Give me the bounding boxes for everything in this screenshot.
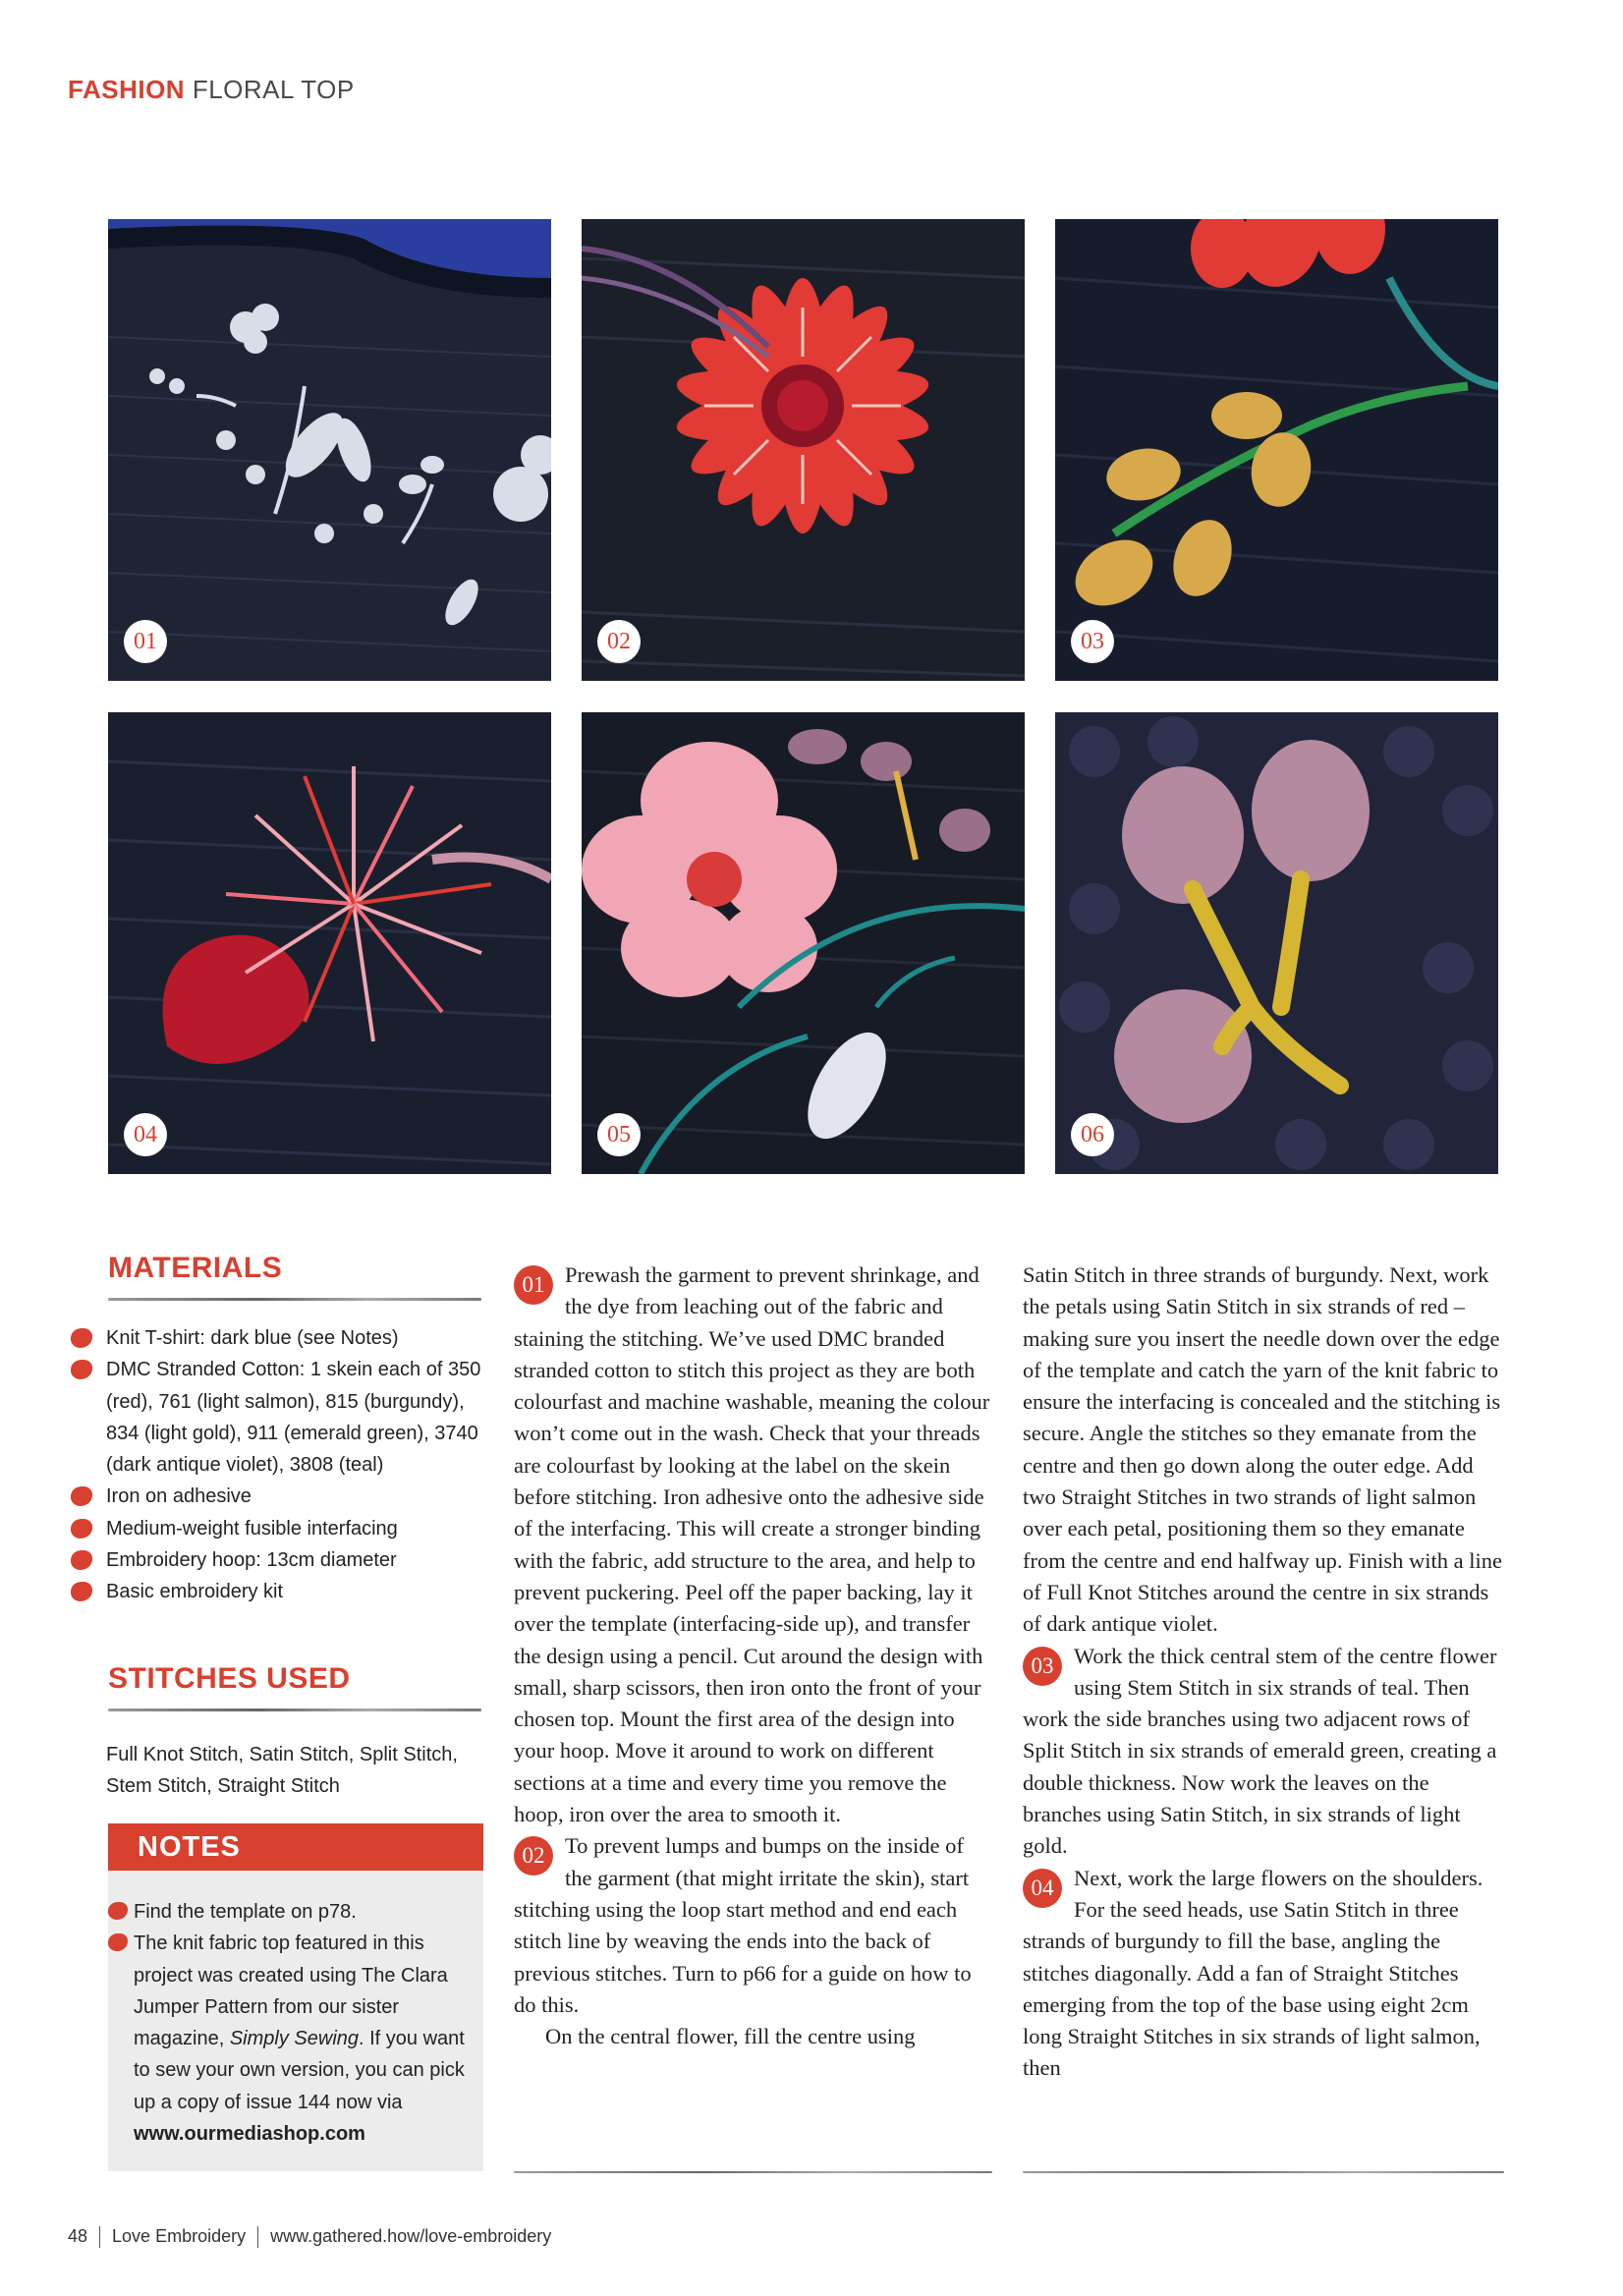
photo-02-image <box>582 219 1025 681</box>
magazine-name: Love Embroidery <box>112 2226 247 2246</box>
stitches-heading: STITCHES USED <box>108 1662 351 1695</box>
step-number-03: 03 <box>1023 1647 1062 1686</box>
photo-06-image <box>1055 712 1498 1174</box>
section-kicker <box>68 75 355 105</box>
page-title: FLORAL TOP <box>192 75 355 104</box>
photo-05-image <box>582 712 1025 1174</box>
page-number: 48 <box>68 2226 88 2246</box>
stitches-rule <box>108 1708 481 1711</box>
step-02-continued: On the central flower, fill the centre using <box>545 2024 916 2049</box>
materials-list <box>106 1322 489 1608</box>
bullet-icon <box>71 1550 92 1570</box>
materials-item: Iron on adhesive <box>106 1481 489 1512</box>
bullet-icon <box>71 1328 92 1348</box>
column-2-rule <box>514 2171 992 2173</box>
photo-01-badge: 01 <box>124 620 167 663</box>
section-label: FASHION <box>68 75 186 104</box>
bullet-icon <box>71 1486 92 1506</box>
photo-06 <box>1055 712 1498 1174</box>
materials-item: Embroidery hoop: 13cm diameter <box>106 1544 489 1576</box>
bullet-icon <box>71 1360 92 1379</box>
note-item: Find the template on p78. <box>134 1896 468 1928</box>
photo-02-badge: 02 <box>597 620 641 663</box>
step-number-01: 01 <box>514 1265 553 1305</box>
materials-heading: MATERIALS <box>108 1252 283 1284</box>
photo-05-badge: 05 <box>597 1113 641 1156</box>
notes-text <box>134 1896 468 2150</box>
photo-06-badge: 06 <box>1071 1113 1114 1156</box>
column-3-rule <box>1023 2171 1504 2173</box>
step-number-02: 02 <box>514 1836 553 1876</box>
notes-heading: NOTES <box>108 1823 483 1871</box>
photo-01 <box>108 219 551 681</box>
photo-05 <box>582 712 1025 1174</box>
photo-04 <box>108 712 551 1174</box>
photo-03-badge: 03 <box>1071 620 1114 663</box>
page-footer <box>68 2226 551 2248</box>
footer-divider <box>99 2226 100 2248</box>
step-02: 02 To prevent lumps and bumps on the inside of the garment (that might irritate the skin), start stitching using the loop start method and end each stitch line by weaving the ends into the back of previous stitches. Turn to p66 for a guide on how to do this. <box>514 1833 972 2017</box>
materials-item: Knit T-shirt: dark blue (see Notes) <box>106 1322 489 1354</box>
step-number-04: 04 <box>1023 1869 1062 1908</box>
materials-item: DMC Stranded Cotton: 1 skein each of 350 (red), 761 (light salmon), 815 (burgundy), 834 (light gold), 911 (emerald green), 3740 (dark antique violet), 3808 (teal) <box>106 1354 489 1481</box>
step-03: 03 Work the thick central stem of the centre flower using Stem Stitch in six strands of teal. Then work the side branches using two adjacent rows of Split Stitch in six strands of emerald green, creating a double thickness. Now work the leaves on the branches using Satin Stitch, in six strands of light gold. <box>1023 1643 1497 1859</box>
photo-04-image <box>108 712 551 1174</box>
step-02-text: Satin Stitch in three strands of burgundy. Next, work the petals using Satin Stitch in six strands of red – making sure you insert the needle down over the edge of the template and catch the yarn of the knit fabric to ensure the interfacing is concealed and the stitching is secure. Angle the stitches so they emanate from the centre and then go down along the outer edge. Add two Straight Stitches in two strands of light salmon over each petal, positioning them so they emanate from the centre and end halfway up. Finish with a line of Full Knot Stitches around the centre in six strands of dark antique violet. <box>1023 1262 1502 1637</box>
photo-04-badge: 04 <box>124 1113 167 1156</box>
bullet-icon <box>71 1519 92 1539</box>
stitches-text: Full Knot Stitch, Satin Stitch, Split Stitch, Stem Stitch, Straight Stitch <box>106 1744 458 1798</box>
shop-link[interactable]: www.ourmediashop.com <box>134 2123 365 2146</box>
footer-divider <box>257 2226 258 2248</box>
materials-item: Medium-weight fusible interfacing <box>106 1513 489 1544</box>
photo-03 <box>1055 219 1498 681</box>
materials-rule <box>108 1298 481 1301</box>
instructions-column-3 <box>1023 1260 1504 2085</box>
materials-item: Basic embroidery kit <box>106 1576 489 1607</box>
instructions-column-2 <box>514 1260 990 2052</box>
photo-02 <box>582 219 1025 681</box>
photo-01-image <box>108 219 551 681</box>
note-item: The knit fabric top featured in this project was created using The Clara Jumper Pattern from our sister magazine, Simply Sewing. If you want to sew your own version, you can pick up a copy of issue 144 now via www.ourmediashop.com <box>134 1928 468 2150</box>
photo-03-image <box>1055 219 1498 681</box>
bullet-icon <box>71 1582 92 1601</box>
step-01: 01 Prewash the garment to prevent shrinkage, and the dye from leaching out of the fabric and staining the stitching. We’ve used DMC branded stranded cotton to stitch this project as they are both colourfast and machine washable, meaning the colour won’t come out in the wash. Check that your threads are colourfast by looking at the label on the skein before stitching. Iron adhesive onto the adhesive side of the interfacing. This will create a stronger binding with the fabric, add structure to the area, and help to prevent puckering. Peel off the paper backing, lay it over the template (interfacing-side up), and transfer the design using a pencil. Cut around the design with small, sharp scissors, then iron onto the front of your chosen top. Mount the first area of the design into your hoop. Move it around to work on different sections at a time and every time you remove the hoop, iron over the area to smooth it. <box>514 1262 990 1827</box>
footer-url[interactable]: www.gathered.how/love-embroidery <box>270 2226 552 2246</box>
step-04: 04 Next, work the large flowers on the shoulders. For the seed heads, use Satin Stitch in three strands of burgundy to fill the base, angling the stitches diagonally. Add a fan of Straight Stitches emerging from the top of the base using eight 2cm long Straight Stitches in six strands of light salmon, then <box>1023 1865 1483 2081</box>
